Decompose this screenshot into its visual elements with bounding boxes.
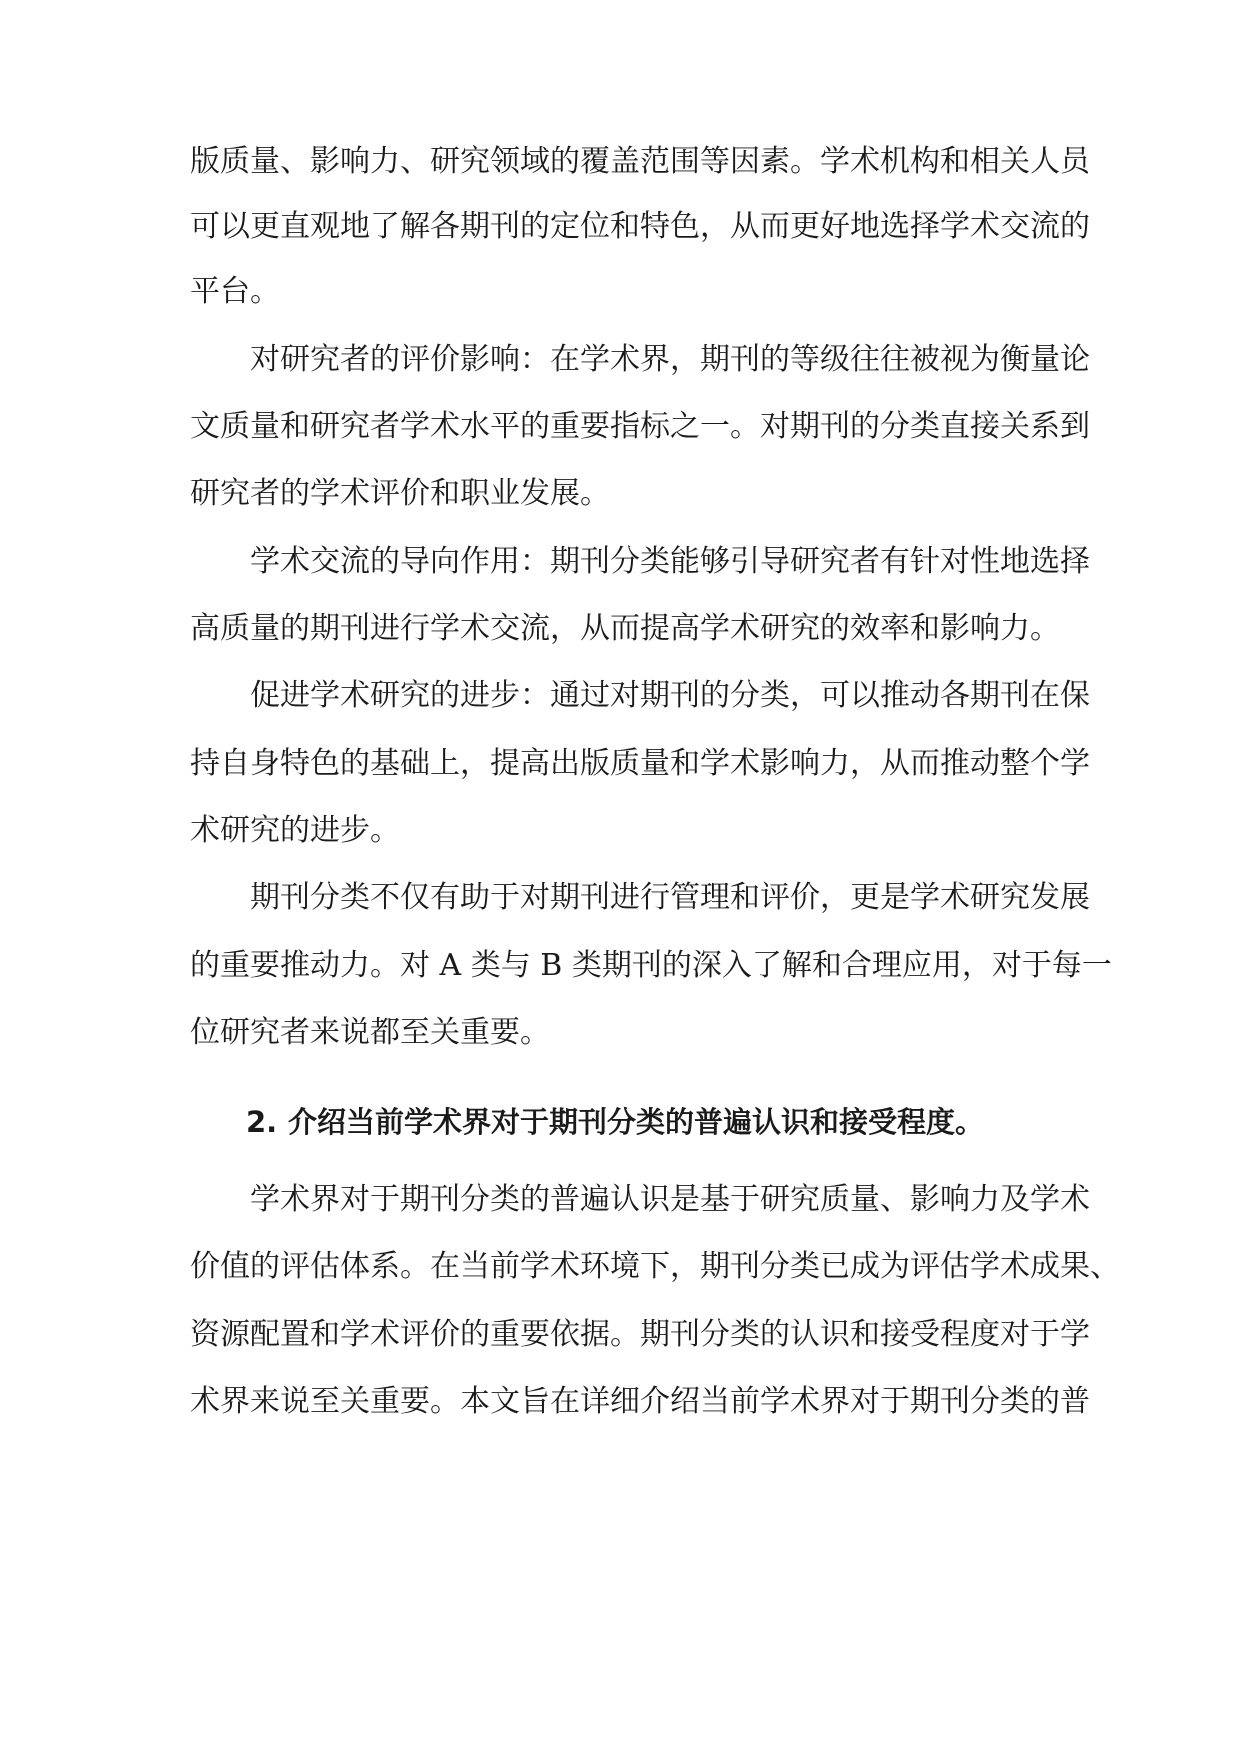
paragraph-line: 文质量和研究者学术水平的重要指标之一。对期刊的分类直接关系到 <box>190 409 1090 444</box>
paragraph-line: 期刊分类不仅有助于对期刊进行管理和评价，更是学术研究发展 <box>250 880 1090 915</box>
paragraph-line: 可以更直观地了解各期刊的定位和特色，从而更好地选择学术交流的 <box>190 209 1090 244</box>
section-heading-number: 2. <box>246 1105 278 1139</box>
paragraph-line: 版质量、影响力、研究领域的覆盖范围等因素。学术机构和相关人员 <box>190 144 1090 179</box>
paragraph-line: 持自身特色的基础上，提高出版质量和学术影响力，从而推动整个学 <box>190 746 1090 781</box>
paragraph-line: 资源配置和学术评价的重要依据。期刊分类的认识和接受程度对于学 <box>190 1317 1090 1352</box>
section-heading-text: 介绍当前学术界对于期刊分类的普遍认识和接受程度。 <box>288 1105 985 1139</box>
paragraph-line: 学术交流的导向作用：期刊分类能够引导研究者有针对性地选择 <box>250 544 1090 579</box>
paragraph-line: 高质量的期刊进行学术交流，从而提高学术研究的效率和影响力。 <box>190 611 1060 646</box>
section-heading <box>246 1100 984 1144</box>
paragraph-line: 平台。 <box>190 274 280 309</box>
paragraph-line: 位研究者来说都至关重要。 <box>190 1015 550 1050</box>
paragraph-line: 术研究的进步。 <box>190 813 400 848</box>
paragraph-line: 对研究者的评价影响：在学术界，期刊的等级往往被视为衡量论 <box>250 342 1090 377</box>
paragraph-line: 学术界对于期刊分类的普遍认识是基于研究质量、影响力及学术 <box>250 1182 1090 1217</box>
paragraph-line: 的重要推动力。对 A 类与 B 类期刊的深入了解和合理应用，对于每一 <box>190 948 1112 983</box>
paragraph-line: 促进学术研究的进步：通过对期刊的分类，可以推动各期刊在保 <box>250 678 1090 713</box>
paragraph-line: 价值的评估体系。在当前学术环境下，期刊分类已成为评估学术成果、 <box>190 1249 1120 1284</box>
paragraph-line: 术界来说至关重要。本文旨在详细介绍当前学术界对于期刊分类的普 <box>190 1384 1090 1419</box>
paragraph-line: 研究者的学术评价和职业发展。 <box>190 476 610 511</box>
